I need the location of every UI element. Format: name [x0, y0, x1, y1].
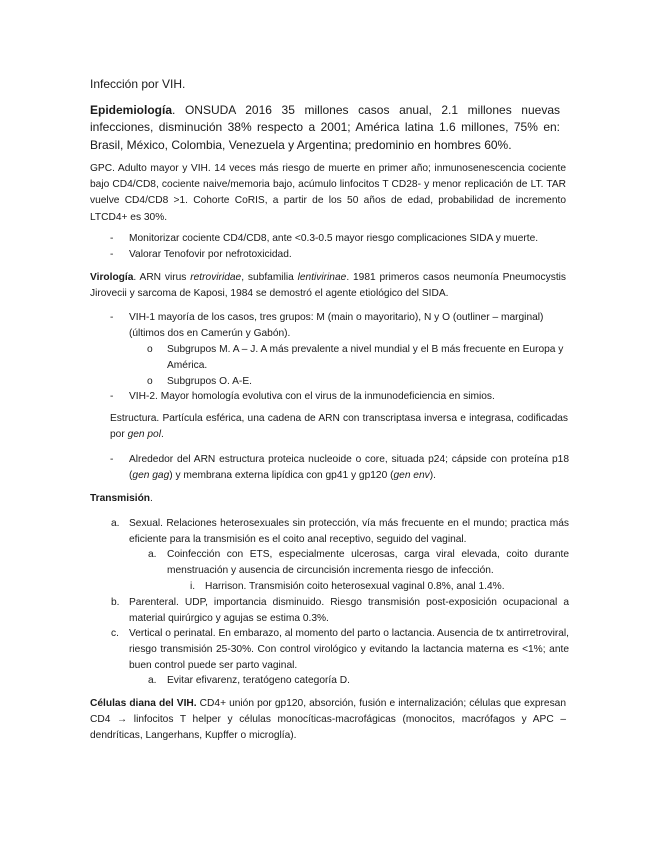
epidemiology-text: . ONSUDA 2016 35 millones casos anual, 2.1 millones nuevas infecciones, disminución 38% respecto a 2001; América latina 1.6 millones, 75% en: Brasil, México, Colombia, Venezuela y Argentina; predominio en hombres 60%.: [90, 103, 560, 152]
bullet-dash: -: [110, 249, 114, 260]
list-marker: a.: [148, 675, 157, 686]
bullet-circle: o: [147, 344, 153, 355]
list-marker: c.: [111, 628, 119, 639]
list-marker: b.: [111, 597, 120, 608]
list-marker: a.: [148, 549, 157, 560]
bullet-dash: -: [110, 233, 114, 244]
transmission-parenteral: Parenteral. UDP, importancia disminuido. Riesgo transmisión post-exposición ocupacional a material quirúrgico y agujas se estima 0.3%.: [129, 597, 569, 625]
subgroups-o-item: Subgrupos O. A-E.: [167, 376, 252, 387]
core-item: Alrededor del ARN estructura proteica nucleoide o core, situada p24; cápside con proteína p18 (gen gag) y membrana externa lipídica con gp41 y gp120 (gen env).: [129, 454, 569, 482]
transmission-sexual: Sexual. Relaciones heterosexuales sin protección, vía más frecuente en el mundo; practica más eficiente para la transmisión es el coito anal receptivo, seguido del vaginal.: [129, 518, 569, 546]
page-title: Infección por VIH.: [90, 77, 186, 91]
bullet-circle: o: [147, 376, 153, 387]
gpc-bullet-1: Monitorizar cociente CD4/CD8, ante <0.3-0.5 mayor riesgo complicaciones SIDA y muerte.: [129, 233, 539, 244]
target-cells-paragraph: Células diana del VIH. CD4+ unión por gp120, absorción, fusión e internalización; células que expresan CD4 → linfocitos T helper y células monocíticas-macrofágicas (monocitos, macrófagos y APC – dendríticas, Langerhans, Kupffer o microglía).: [90, 698, 566, 742]
transmission-vertical: Vertical o perinatal. En embarazo, al momento del parto o lactancia. Ausencia de tx antirretroviral, riesgo transmisión 25-30%. Con control virológico y evitando la lactancia materna es <1%; ante buen control puede ser parto vaginal.: [129, 628, 569, 672]
gpc-paragraph: GPC. Adulto mayor y VIH. 14 veces más riesgo de muerte en primer año; inmunosenescencia cociente bajo CD4/CD8, cociente naive/memoria bajo, acúmulo linfocitos T CD28- y menor replicación de LT. TAR vuelve CD4/CD8 >1. Cohorte CoRIS, a partir de los 50 años de edad, probabilidad de incremento LTCD4+ es 30%.: [90, 163, 566, 223]
list-marker: i.: [190, 581, 196, 592]
virology-paragraph: Virología. ARN virus retroviridae, subfamilia lentivirinae. 1981 primeros casos neumonía Pneumocystis Jirovecii y sarcoma de Kaposi, 1984 se demostró el agente etiológico del SIDA.: [90, 272, 567, 300]
structure-paragraph: Estructura. Partícula esférica, una cadena de ARN con transcriptasa inversa e integrasa, codificadas por gen pol.: [110, 413, 568, 441]
vih2-item: VIH-2. Mayor homología evolutiva con el virus de la inmunodeficiencia en simios.: [129, 391, 495, 402]
bullet-dash: -: [110, 312, 114, 323]
epidemiology-paragraph: [90, 102, 560, 154]
bullet-dash: -: [110, 391, 114, 402]
gpc-bullet-2: Valorar Tenofovir por nefrotoxicidad.: [129, 249, 292, 260]
bullet-dash: -: [110, 454, 114, 465]
subgroups-m-item: Subgrupos M. A – J. A más prevalente a nivel mundial y el B más frecuente en Europa y América.: [167, 344, 564, 372]
vih1-item: VIH-1 mayoría de los casos, tres grupos: M (main o mayoritario), N y O (outliner – marginal) (últimos dos en Camerún y Gabón).: [129, 312, 544, 340]
transmission-harrison: Harrison. Transmisión coito heterosexual vaginal 0.8%, anal 1.4%.: [205, 581, 505, 592]
transmission-heading: Transmisión.: [90, 493, 153, 504]
list-marker: a.: [111, 518, 120, 529]
virology-label: Virología: [90, 272, 134, 283]
target-cells-label: Células diana del VIH.: [90, 698, 197, 709]
epidemiology-label: Epidemiología: [90, 103, 173, 117]
transmission-sexual-coinfection: Coinfección con ETS, especialmente ulcerosas, carga viral elevada, coito durante menstruación y ausencia de circuncisión incrementa riesgo de infección.: [167, 549, 569, 577]
transmission-vertical-efavirenz: Evitar efivarenz, teratógeno categoría D.: [167, 675, 350, 686]
